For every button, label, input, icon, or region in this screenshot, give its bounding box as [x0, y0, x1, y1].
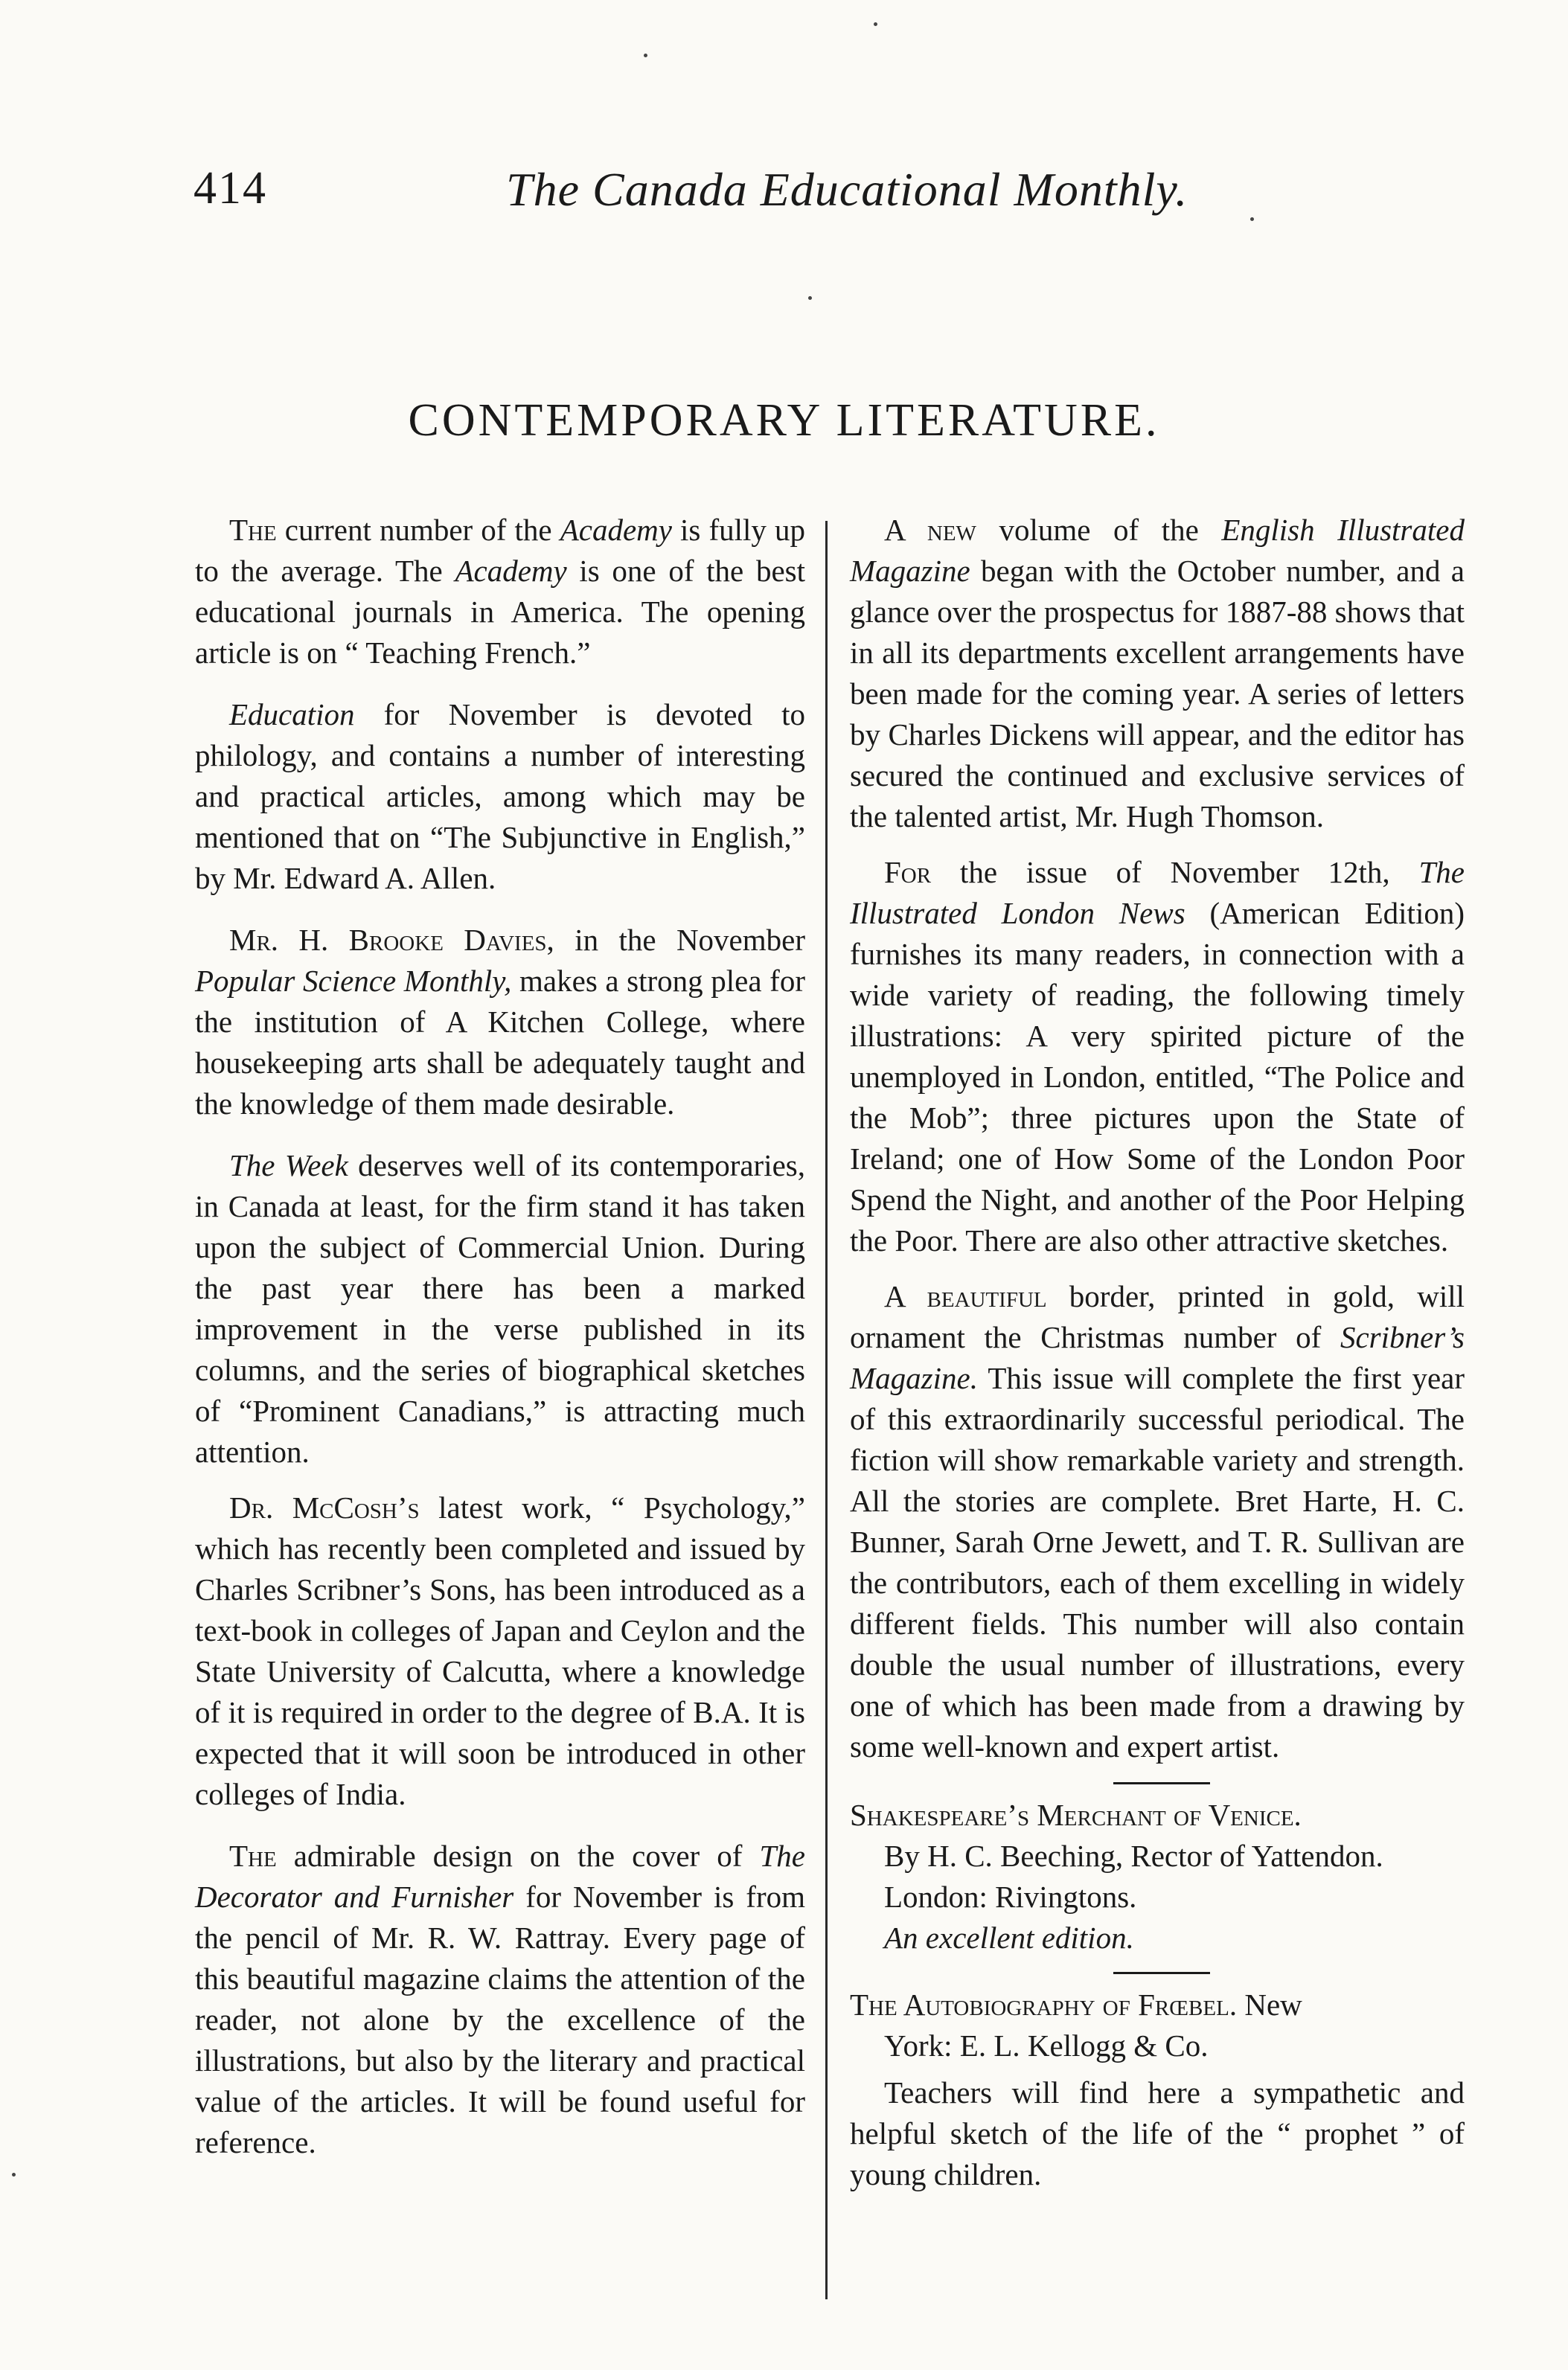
page-number: 414 [193, 163, 267, 214]
book-publisher: London: Rivingtons. [884, 1880, 1137, 1914]
article-scribners: A beautiful border, printed in gold, will ornament the Christmas number of Scribner’s Magazine. This issue will complete the first year of this extraordinarily successful periodical. The fiction will show remarkable variety and strength. All the stories are complete. Bret Harte, H. C. Bunner, Sarah Orne Jewett, and T. R. Sullivan are the contributors, each of them excelling in widely different fields. This number will also contain double the usual number of illustrations, every one of which has been made from a drawing by some well-known and expert artist. [850, 1279, 1465, 1764]
right-column [850, 510, 1465, 2210]
section-title: CONTEMPORARY LITERATURE. [408, 395, 1160, 446]
running-head [193, 162, 1503, 229]
book-title: The Autobiography of Frœbel. New [850, 1988, 1302, 2022]
article-mccosh: Dr. McCosh’s latest work, “ Psychology,” which has recently been completed and issued by Charles Scribner’s Sons, has been introduced as a text-book in colleges of Japan and Ceylon and the State University of Calcutta, where a knowledge of it is required in order to the degree of B.A. It is expected that it will soon be introduced in other colleges of India. [195, 1490, 805, 1811]
left-column [195, 510, 805, 2178]
column-divider [825, 521, 828, 2299]
lead-word: A new [884, 513, 976, 547]
separator-rule [1113, 1972, 1210, 1974]
separator-rule [1113, 1782, 1210, 1784]
lead-word: Dr. McCosh’s [229, 1490, 420, 1525]
lead-word: For [884, 855, 932, 889]
journal-title: The Canada Educational Monthly. [506, 163, 1188, 216]
article-london-news: For the issue of November 12th, The Illustrated London News (American Edition) furnishes its many readers, in connection with a wide variety of reading, the following timely illustrations: A very spirited picture of the unemployed in London, entitled, “The Police and the Mob”; three pictures upon the State of Ireland; one of How Some of the London Poor Spend the Night, and another of the Poor Helping the Poor. There are also other attractive sketches. [850, 855, 1465, 1258]
lead-word: The [229, 1839, 277, 1873]
print-speck [644, 54, 647, 57]
print-speck [1250, 217, 1254, 221]
book-author: By H. C. Beeching, Rector of Yattendon. [884, 1839, 1383, 1873]
book-entry-froebel [850, 1985, 1465, 2195]
book-title: Shakespeare’s Merchant of Venice. [850, 1798, 1302, 1832]
print-speck [12, 2173, 16, 2177]
print-speck [874, 22, 877, 26]
article-education: Education for November is devoted to philology, and contains a number of interesting and practical articles, among which may be mentioned that on “The Subjunctive in English,” by Mr. Edward A. Allen. [195, 697, 805, 895]
book-note: An excellent edition. [884, 1921, 1134, 1955]
article-decorator: The admirable design on the cover of The Decorator and Furnisher for November is from the pencil of Mr. R. W. Rattray. Every page of this beautiful magazine claims the attention of the reader, not alone by the excellence of the illustrations, but also by the literary and practical value of the articles. It will be found useful for reference. [195, 1839, 805, 2159]
article-popular-science: Mr. H. Brooke Davies, in the November Popular Science Monthly, makes a strong plea for the institution of A Kitchen College, where housekeeping arts shall be adequately taught and the knowledge of them made desirable. [195, 923, 805, 1121]
article-academy: The current number of the Academy is fully up to the average. The Academy is one of the best educational journals in America. The opening article is on “ Teaching French.” [195, 513, 805, 670]
book-publisher: York: E. L. Kellogg & Co. [884, 2028, 1209, 2063]
lead-word: A beautiful [884, 1279, 1047, 1313]
article-the-week: The Week deserves well of its contemporaries, in Canada at least, for the firm stand it has taken upon the subject of Commercial Union. During the past year there has been a marked improvement in the verse published in its columns, and the series of biographical sketches of “Prominent Canadians,” is attracting much attention. [195, 1148, 806, 1469]
article-english-illustrated: A new volume of the English Illustrated Magazine began with the October number, and a glance over the prospectus for 1887-88 shows that in all its departments excellent arrangements have been made for the coming year. A series of letters by Charles Dickens will appear, and the editor has secured the continued and exclusive services of the talented artist, Mr. Hugh Thomson. [850, 513, 1465, 833]
book-review: Teachers will find here a sympathetic and helpful sketch of the life of the “ prophet ” of young children. [850, 2075, 1465, 2191]
book-entry-merchant [850, 1795, 1465, 1959]
print-speck [808, 296, 812, 300]
lead-word: Mr. H. Brooke Davies, [229, 923, 554, 957]
lead-word: The [229, 513, 277, 547]
